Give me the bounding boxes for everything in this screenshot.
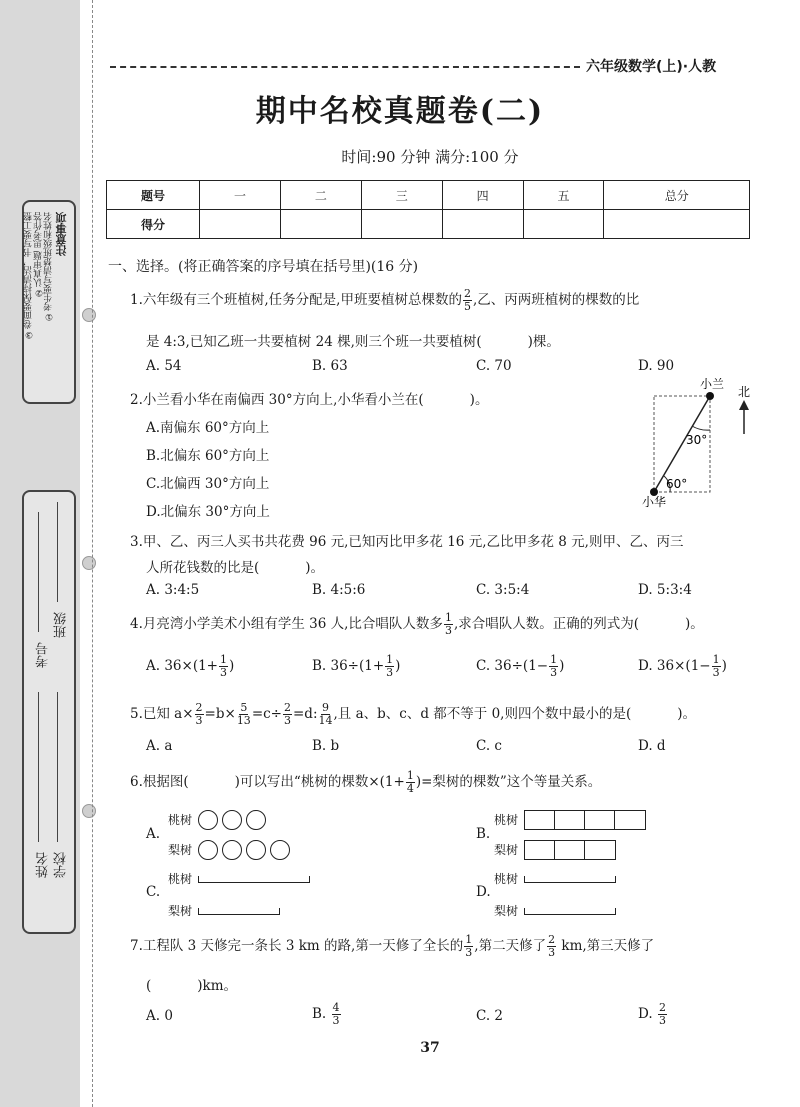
q3-option-c[interactable]: C. 3:5:4: [476, 582, 530, 598]
north-arrow-icon: [739, 400, 749, 410]
q7-option-c[interactable]: C. 2: [476, 1008, 504, 1024]
class-label: 班级: [54, 612, 69, 638]
question-7-line-2: ( )km。: [146, 978, 238, 994]
q4-option-a[interactable]: A. 36×(1+ $\frac{1}{3}$ ): [146, 653, 235, 679]
table-header: 二: [280, 181, 361, 210]
q1-option-d[interactable]: D. 90: [638, 358, 675, 374]
notice-line-1: ①考生要写清楚班级和姓名: [44, 212, 54, 321]
table-header: 五: [523, 181, 604, 210]
q6-d-pear-row: 梨树: [494, 902, 616, 919]
score-cell[interactable]: [280, 210, 361, 239]
xiaolan-point: [706, 392, 714, 400]
question-4: [130, 612, 704, 637]
north-label: 北: [738, 385, 751, 399]
q4-option-c[interactable]: C. 36÷(1− $\frac{1}{3}$ ): [476, 653, 565, 679]
notice-box: [22, 200, 76, 404]
fraction: $\frac{2}{5}$: [463, 287, 471, 313]
question-6: 6.根据图( )可以写出“桃树的棵数×(1+ $\frac{1}{4}$ )=梨树的棵数”这个等量关系。: [130, 769, 602, 795]
binding-hole: [82, 804, 96, 818]
school-line: [57, 692, 58, 842]
q7-option-d[interactable]: D. $\frac{2}{3}$: [638, 1001, 666, 1027]
score-cell[interactable]: [604, 210, 750, 239]
q3-text: )。: [305, 560, 325, 576]
question-3: 3.甲、乙、丙三人买书共花费 96 元,已知丙比甲多花 16 元,乙比甲多花 8 元,则甲、乙、丙三: [130, 534, 684, 550]
q5-option-a[interactable]: A. a: [146, 738, 173, 754]
q2-option-d[interactable]: D.北偏东 30°方向上: [146, 504, 270, 520]
question-1-line-2: [146, 330, 560, 350]
q3-option-d[interactable]: D. 5:3:4: [638, 582, 692, 598]
question-3-line-2: [146, 556, 324, 576]
q6-c-pear-row: 梨树: [168, 902, 280, 919]
direction-figure: [640, 378, 760, 508]
q2-option-c[interactable]: C.北偏西 30°方向上: [146, 476, 270, 492]
exam-no-label: 考号: [36, 642, 51, 668]
school-label: 学校: [54, 852, 69, 878]
q6-d-peach-row: 桃树: [494, 870, 616, 887]
q7-option-b[interactable]: B. $\frac{4}{3}$: [312, 1001, 340, 1027]
score-row-label: 得分: [107, 210, 200, 239]
q5-option-c[interactable]: C. c: [476, 738, 502, 754]
student-info-box: [22, 490, 76, 934]
q6-c-peach-row: 桃树: [168, 870, 310, 887]
angle-top-label: 30°: [686, 433, 708, 447]
score-table: [106, 180, 750, 239]
q3-option-b[interactable]: B. 4:5:6: [312, 582, 366, 598]
score-cell[interactable]: [523, 210, 604, 239]
question-7: 7.工程队 3 天修完一条长 3 km 的路,第一天修了全长的 $\frac{1}{3}$ ,第二天修了 $\frac{2}{3}$ km,第三天修了: [130, 933, 655, 959]
q4-text: )。: [685, 616, 704, 632]
q7-option-a[interactable]: A. 0: [146, 1008, 173, 1024]
angle-bottom-label: 60°: [666, 477, 688, 491]
q6-option-d[interactable]: D.: [476, 884, 491, 900]
q6-a-peach-row: 桃树: [168, 810, 270, 830]
q4-text: ,求合唱队人数。正确的列式为(: [453, 616, 639, 632]
notice-line-2: ②认真审题 思考作答: [34, 212, 44, 297]
question-2: [130, 388, 488, 408]
name-line: [38, 692, 39, 842]
table-header: 总分: [604, 181, 750, 210]
q4-text: 4.月亮湾小学美术小组有学生 36 人,比合唱队人数多: [130, 616, 443, 632]
class-line: [57, 502, 58, 602]
exam-time: 时间:90 分钟 满分:100 分: [341, 148, 519, 166]
section-title: 一、选择。(将正确答案的序号填在括号里)(16 分): [108, 259, 419, 275]
q1-text: ,乙、丙两班植树的棵数的比: [472, 292, 640, 308]
xiaolan-label: 小兰: [700, 378, 725, 391]
q6-option-b[interactable]: B.: [476, 826, 491, 842]
q4-option-b[interactable]: B. 36÷(1+ $\frac{1}{3}$ ): [312, 653, 401, 679]
q1-option-b[interactable]: B. 63: [312, 358, 348, 374]
q1-text: 是 4:3,已知乙班一共要植树 24 棵,则三个班一共要植树(: [146, 334, 482, 350]
fraction: $\frac{1}{3}$: [444, 611, 452, 637]
question-5: 5.已知 a× $\frac{2}{3}$ =b× $\frac{5}{13}$ =c÷ $\frac{2}{3}$ =d: $\frac{9}{14}$ ,且 a、b、c、d 都不等于 0,则四个数中最小的是( )。: [130, 701, 697, 727]
notice-title: 注意事项: [55, 212, 68, 256]
score-table-header-row: [107, 181, 750, 210]
q2-option-a[interactable]: A.南偏东 60°方向上: [146, 420, 270, 436]
q6-a-pear-row: 梨树: [168, 840, 294, 860]
series-label: 六年级数学(上)·人教: [586, 59, 717, 75]
header-dashes: [110, 66, 580, 68]
q1-text: 1.六年级有三个班植树,任务分配是,甲班要植树总棵数的: [130, 292, 462, 308]
score-cell[interactable]: [361, 210, 442, 239]
q4-option-d[interactable]: D. 36×(1− $\frac{1}{3}$ ): [638, 653, 727, 679]
page-number: 37: [420, 1040, 440, 1056]
q3-text: 人所花钱数的比是(: [146, 560, 260, 576]
table-header: 三: [361, 181, 442, 210]
score-cell[interactable]: [200, 210, 281, 239]
binding-hole: [82, 556, 96, 570]
table-header: 题号: [107, 181, 200, 210]
q6-b-peach-row: 桃树: [494, 810, 646, 830]
q1-option-c[interactable]: C. 70: [476, 358, 512, 374]
q2-text: 2.小兰看小华在南偏西 30°方向上,小华看小兰在(: [130, 392, 424, 408]
q6-option-a[interactable]: A.: [146, 826, 161, 842]
page-title: 期中名校真题卷(二): [255, 94, 545, 129]
q3-option-a[interactable]: A. 3:4:5: [146, 582, 200, 598]
q2-text: )。: [469, 392, 489, 408]
q1-text: )棵。: [527, 334, 560, 350]
q5-option-b[interactable]: B. b: [312, 738, 340, 754]
question-1: [130, 288, 639, 313]
exam-no-line: [38, 512, 39, 632]
score-table-row: [107, 210, 750, 239]
table-header: 四: [442, 181, 523, 210]
notice-line-3: ③卷面要保持清洁，书写要工整: [24, 212, 34, 339]
q1-option-a[interactable]: A. 54: [146, 358, 182, 374]
xiaohua-label: 小华: [642, 495, 667, 508]
angle-arc-top: [692, 426, 710, 430]
q6-option-c[interactable]: C.: [146, 884, 161, 900]
q5-option-d[interactable]: D. d: [638, 738, 666, 754]
q6-b-pear-row: 梨树: [494, 840, 616, 860]
table-header: 一: [200, 181, 281, 210]
binding-hole: [82, 308, 96, 322]
score-cell[interactable]: [442, 210, 523, 239]
name-label: 姓名: [36, 852, 51, 878]
q2-option-b[interactable]: B.北偏东 60°方向上: [146, 448, 270, 464]
